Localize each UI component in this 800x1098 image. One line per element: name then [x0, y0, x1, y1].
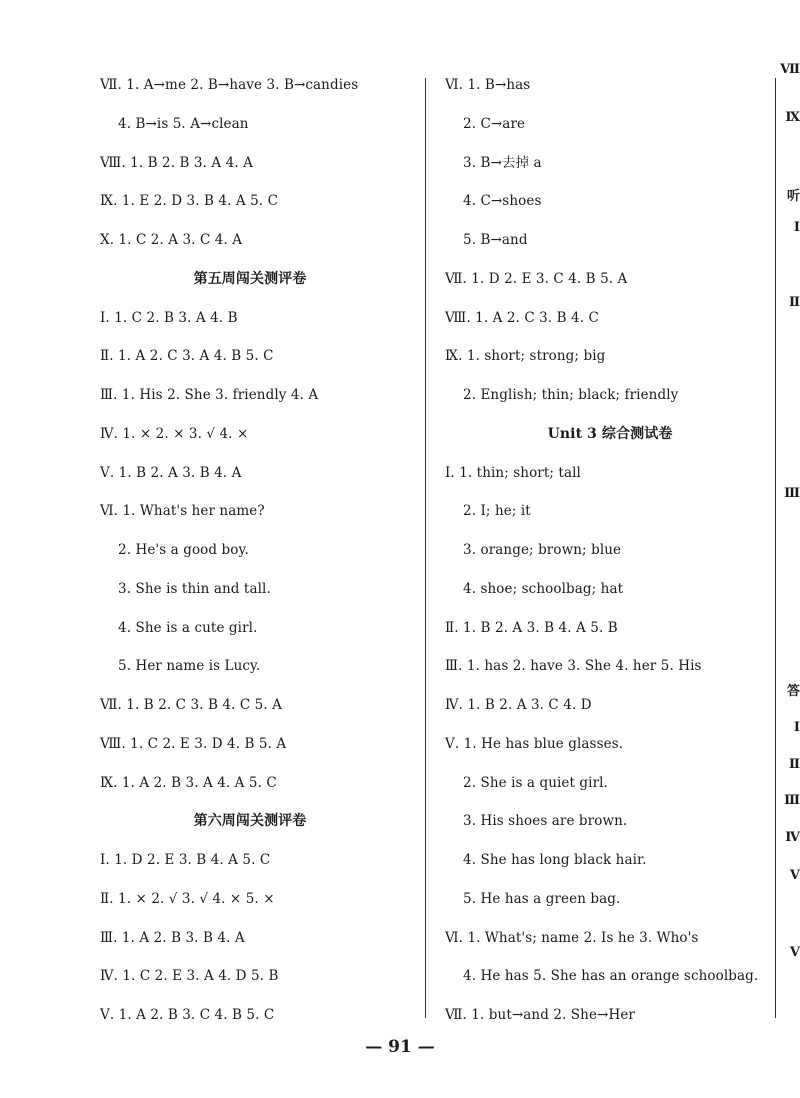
answer-line: Ⅸ. 1. short; strong; big — [445, 348, 606, 365]
answer-line: Ⅰ. 1. thin; short; tall — [445, 464, 581, 481]
answer-line: Ⅵ. 1. What's; name 2. Is he 3. Who's — [445, 929, 699, 946]
cropped-fragment: Ⅲ — [784, 486, 800, 501]
answer-line: Ⅸ. 1. E 2. D 3. B 4. A 5. C — [100, 193, 279, 210]
answer-line: Ⅶ. 1. B 2. C 3. B 4. C 5. A — [100, 697, 282, 713]
answer-line: Ⅰ. 1. C 2. B 3. A 4. B — [100, 309, 238, 326]
answer-line: 4. shoe; schoolbag; hat — [463, 580, 624, 597]
cropped-fragment: Ⅱ — [789, 757, 800, 772]
answer-line: Ⅵ. 1. B→has — [445, 77, 531, 93]
answer-line: Ⅶ. 1. A→me 2. B→have 3. B→candies — [100, 77, 359, 93]
cropped-fragment: Ⅱ — [789, 295, 800, 310]
answer-line: 2. He's a good boy. — [118, 542, 249, 558]
answer-line: Ⅷ. 1. C 2. E 3. D 4. B 5. A — [100, 735, 287, 752]
answer-line: 4. B→is 5. A→clean — [118, 115, 249, 132]
answer-line: Ⅳ. 1. B 2. A 3. C 4. D — [445, 697, 592, 713]
cropped-fragment: Ⅲ — [784, 793, 800, 808]
cropped-fragment: 听 — [786, 189, 800, 204]
cropped-fragment: 答 — [786, 684, 800, 699]
column-divider-right — [775, 78, 776, 1018]
cropped-fragment: Ⅴ — [789, 868, 800, 883]
cropped-fragment: Ⅳ — [785, 830, 800, 845]
answer-line: Ⅹ. 1. C 2. A 3. C 4. A — [100, 232, 243, 248]
cropped-fragment: Ⅶ — [780, 62, 800, 77]
answer-line: Ⅴ. 1. B 2. A 3. B 4. A — [100, 464, 242, 481]
answer-line: Ⅷ. 1. B 2. B 3. A 4. A — [100, 154, 253, 171]
answer-line: Ⅴ. 1. He has blue glasses. — [445, 735, 624, 752]
answer-line: Ⅸ. 1. A 2. B 3. A 4. A 5. C — [100, 774, 277, 791]
answer-line: 4. She is a cute girl. — [118, 619, 258, 636]
cropped-fragment: Ⅸ — [785, 110, 800, 125]
cropped-fragment: Ⅴ — [789, 945, 800, 960]
column-divider — [425, 78, 426, 1018]
answer-line: Ⅱ. 1. B 2. A 3. B 4. A 5. B — [445, 619, 618, 636]
left-column — [100, 66, 400, 1035]
answer-line: Ⅳ. 1. C 2. E 3. A 4. D 5. B — [100, 968, 279, 985]
answer-line: Ⅱ. 1. A 2. C 3. A 4. B 5. C — [100, 348, 274, 365]
answer-line: 5. Her name is Lucy. — [118, 658, 261, 675]
answer-line: 3. B→去掉 a — [463, 154, 542, 171]
answer-line: Ⅱ. 1. × 2. √ 3. √ 4. × 5. × — [100, 890, 275, 907]
answer-line: 2. C→are — [463, 115, 526, 132]
answer-line: 2. I; he; it — [463, 503, 531, 520]
answer-line: Ⅰ. 1. D 2. E 3. B 4. A 5. C — [100, 852, 271, 868]
answer-line: 4. He has 5. She has an orange schoolbag. — [463, 968, 759, 985]
page-number: — 91 — — [365, 1037, 435, 1057]
section-heading: 第六周闯关测评卷 — [193, 813, 307, 830]
answer-line: 3. orange; brown; blue — [463, 542, 622, 558]
answer-line: 2. English; thin; black; friendly — [463, 387, 679, 403]
right-column — [445, 66, 775, 1035]
cropped-fragment: Ⅰ — [793, 720, 800, 735]
answer-line: Ⅷ. 1. A 2. C 3. B 4. C — [445, 309, 599, 326]
answer-line: Ⅶ. 1. D 2. E 3. C 4. B 5. A — [445, 270, 628, 287]
answer-line: 5. He has a green bag. — [463, 890, 621, 907]
answer-line: Ⅳ. 1. × 2. × 3. √ 4. × — [100, 425, 249, 442]
answer-line: 5. B→and — [463, 232, 528, 248]
answer-line: Ⅲ. 1. His 2. She 3. friendly 4. A — [100, 387, 319, 403]
answer-line: Ⅴ. 1. A 2. B 3. C 4. B 5. C — [100, 1007, 275, 1023]
cropped-fragment: Ⅰ — [793, 220, 800, 235]
answer-line: 3. She is thin and tall. — [118, 580, 271, 597]
answer-line: Ⅵ. 1. What's her name? — [100, 503, 265, 520]
answer-line: Ⅶ. 1. but→and 2. She→Her — [445, 1007, 635, 1023]
answer-line: 2. She is a quiet girl. — [463, 774, 608, 791]
answer-line: Ⅲ. 1. A 2. B 3. B 4. A — [100, 929, 245, 946]
section-heading: Unit 3 综合测试卷 — [547, 425, 673, 442]
section-heading: 第五周闯关测评卷 — [193, 270, 307, 287]
answer-line: Ⅲ. 1. has 2. have 3. She 4. her 5. His — [445, 658, 702, 675]
answer-line: 4. She has long black hair. — [463, 852, 647, 868]
answer-line: 3. His shoes are brown. — [463, 813, 628, 830]
answer-line: 4. C→shoes — [463, 193, 542, 210]
